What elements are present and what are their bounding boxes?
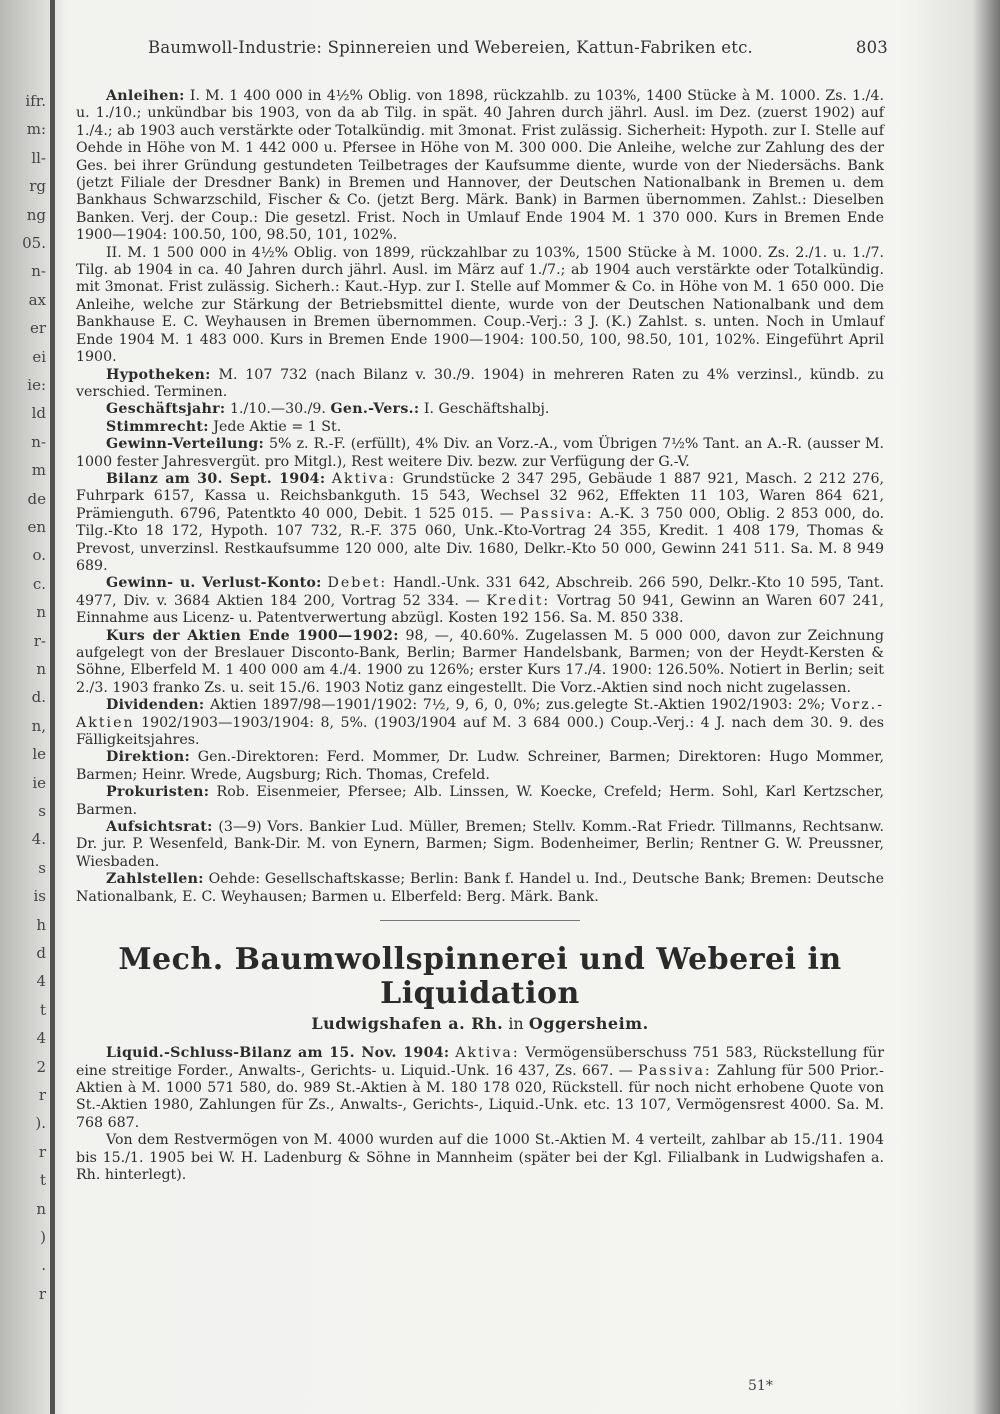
entry-text: A.-K. 3 750 000, Oblig. 2 853 000, do. Tilg.-Kto 18 172, Hypoth. 107 732, R.-F. 375 060, Unk.-Kto-Vortrag 24 355, Kredit. 1 408 179, Thomas & Prevost, unverzinsl. Restkaufsumme 120 000, alte Div. 1680, Delkr.-Kto 50 000, Gewinn 241 511. Sa. M. 8 949 689.	[76, 505, 885, 574]
margin-fragment: n	[36, 660, 46, 678]
margin-fragment: r	[38, 1284, 46, 1303]
entry-label: Gewinn-Verteilung:	[106, 436, 264, 453]
aktiva-word: Aktiva:	[331, 470, 397, 487]
margin-fragment: is	[33, 887, 46, 906]
signature-mark: 51*	[748, 1378, 773, 1394]
entry-label: Liquid.-Schluss-Bilanz am 15. Nov. 1904:	[106, 1045, 450, 1062]
margin-fragment: d	[36, 944, 46, 962]
entry-bilanz	[76, 471, 884, 575]
margin-fragment: ax	[28, 290, 46, 309]
margin-fragment: ng	[26, 205, 46, 224]
binding-shadow	[50, 0, 55, 1414]
entry-text: Von dem Restvermögen von M. 4000 wurden auf die 1000 St.-Aktien M. 4 verteilt, zahlbar ab 15./11. 1904 bis 15./1. 1905 bei W. H. Ladenburg & Söhne in Mannheim (später bei der Kgl. Filialbank in Ludwigshafen a. Rh. hinterlegt).	[76, 1132, 884, 1183]
entry-label: Stimmrecht:	[106, 418, 209, 435]
kredit-word: Kredit:	[486, 592, 551, 609]
margin-fragment: r	[38, 1086, 46, 1104]
running-header	[148, 38, 888, 57]
margin-fragment: le	[32, 745, 46, 764]
entry-label: Prokuristen:	[106, 784, 210, 801]
margin-fragment: ei	[32, 347, 46, 366]
margin-fragment: r-	[33, 631, 46, 650]
entry-text: Rob. Eisenmeier, Pfersee; Alb. Linssen, W. Koecke, Crefeld; Herm. Sohl, Karl Kertzscher, Barmen.	[76, 784, 884, 818]
margin-fragment: n	[36, 603, 46, 622]
entry-zahlstellen	[76, 871, 884, 906]
margin-fragment: t	[39, 1000, 46, 1019]
margin-fragment: m	[31, 461, 46, 480]
entry-text: 5% z. R.-F. (erfüllt), 4% Div. an Vorz.-A., vom Übrigen 7½% Tant. an A.-R. (ausser M. 1000 fester Jahresvergüt. pro Mitgl.), Rest weitere Div. bezw. zur Verfügung der G.-V.	[76, 436, 884, 470]
entry-stimmrecht	[76, 419, 884, 436]
margin-fragment: t	[39, 1171, 46, 1190]
margin-fragment: ).	[35, 1114, 46, 1133]
margin-fragment: s	[38, 858, 46, 877]
margin-fragment: r	[38, 1142, 46, 1161]
aktiva-word: Aktiva:	[455, 1045, 520, 1062]
margin-fragment: ie	[32, 773, 46, 792]
entry-dividenden	[76, 697, 884, 749]
company-title: Mech. Baumwollspinnerei und Weberei in Liquidation	[118, 942, 842, 1012]
entry-text: Aktien 1897/98—1901/1902: 7½, 9, 6, 0, 0%; zus.gelegte St.-Aktien 1902/1903: 2%;	[210, 697, 826, 714]
margin-fragment: .	[41, 1256, 46, 1275]
entry-label: Geschäftsjahr:	[106, 401, 226, 418]
margin-fragment: ie:	[27, 376, 46, 394]
entry-text: I. M. 1 400 000 in 4½% Oblig. von 1898, rückzahlb. zu 103%, 1400 Stücke à M. 1000. Zs. 1./4. u. 1./10.; unkündbar bis 1903, von da ab Tilg. in spät. 40 Jahren durch jährl. Ausl. im Dez. (zuerst 1902) auf 1./4.; ab 1903 auch verstärkte oder Totalkündig. mit 3monat. Frist zulässig. Sicherheit: Hypoth. zur I. Stelle auf Oehde in Höhe von M. 1 442 000 u. Pfersee in Höhe von M. 300 000. Die Anleihe, welche zur Zahlung des der Ges. bei ihrer Gründung gestundeten Teilbetrages der Kaufsumme diente, wurde von der Niedersächs. Bank (jetzt Filiale der Dresdner Bank) in Bremen und Hannover, der Deutschen Nationalbank in Bremen u. dem Bankhaus Schwarzschild, Fischer & Co. (jetzt Berg. Märk. Bank) in Barmen übernommen. Zahlst.: Dieselben Banken. Verj. der Coup.: Die gesetzl. Frist. Noch in Umlauf Ende 1904 M. 1 370 000. Kurs in Bremen Ende 1900—1904: 100.50, 100, 98.50, 101, 102%.	[76, 88, 884, 244]
entry-label: Hypotheken:	[106, 366, 211, 383]
entry-text: Gen.-Direktoren: Ferd. Mommer, Dr. Ludw. Schreiner, Barmen; Direktoren: Hugo Mommer, Barmen; Heinr. Wrede, Augsburg; Rich. Thomas, Crefeld.	[76, 749, 885, 783]
main-text	[76, 88, 884, 1184]
margin-fragment: 4.	[31, 830, 46, 849]
margin-fragment: m:	[26, 120, 46, 139]
margin-fragment: ll-	[31, 148, 46, 167]
entry-text: Handl.-Unk. 331 642, Abschreib. 266 590, Delkr.-Kto 10 595, Tant. 4977, Div. v. 3684 Aktien 184 200, Vortrag 52 334. —	[76, 575, 884, 609]
margin-fragment: o.	[32, 546, 46, 565]
entry-gewinnverteilung	[76, 436, 884, 471]
entry-text: 98, —, 40.60%. Zugelassen M. 5 000 000, davon zur Zeichnung aufgelegt von der Breslauer Disconto-Bank, Berlin; Barmer Handelsbank, Barmen; von der Heydt-Kersten & Söhne, Elberfeld M. 1 400 000 am 4./4. 1900 zu 126%; erster Kurs 17./4. 1900: 126.50%. Notiert in Berlin; seit 2./3. 1903 franko Zs. u. seit 15./6. 1903 Notiz ganz eingestellt. Die Vorz.-Aktien sind noch nicht zugelassen.	[76, 627, 884, 696]
entry-prokuristen	[76, 784, 884, 819]
entry-liquid-bilanz	[76, 1045, 884, 1132]
entry-restvermoegen	[76, 1132, 884, 1184]
margin-fragment: h	[36, 915, 46, 934]
entry-geschaeftsjahr	[76, 401, 884, 418]
entry-anleihen-ii	[76, 245, 884, 367]
margin-fragment: n-	[31, 262, 46, 281]
entry-anleihen	[76, 88, 884, 245]
entry-kurs	[76, 628, 884, 698]
margin-fragment: c.	[32, 574, 46, 593]
entry-text: (3—9) Vors. Bankier Lud. Müller, Bremen; Stellv. Komm.-Rat Friedr. Tillmanns, Rechtsanw. Dr. jur. P. Wesenfeld, Bank-Dir. M. von Eynern, Barmen; Sigm. Bodenheimer, Berlin; Rentner G. W. Preussner, Wiesbaden.	[76, 819, 884, 870]
entry-text: 1902/1903—1903/1904: 8, 5%. (1903/1904 auf M. 3 684 000.) Coup.-Verj.: 4 J. nach dem 30. 9. des Fälligkeitsjahres.	[76, 714, 884, 749]
margin-fragment: ld	[31, 404, 46, 423]
entry-label: Gen.-Vers.:	[330, 401, 420, 418]
debet-word: Debet:	[327, 575, 388, 592]
margin-fragment: )	[40, 1228, 46, 1246]
entry-text: I. Geschäftshalbj.	[423, 401, 550, 418]
margin-fragment: 05.	[22, 234, 46, 252]
entry-label: Dividenden:	[106, 697, 205, 714]
entry-text: 1./10.—30./9.	[230, 401, 326, 418]
entry-text: Grundstücke 2 347 295, Gebäude 1 887 921, Masch. 2 212 276, Fuhrpark 6157, Kassa u. Reichsbankguth. 15 543, Wechsel 32 962, Effekten 11 103, Waren 864 621, Prämienguth. 6796, Patentkto 40 000, Debit. 1 525 015. —	[76, 470, 884, 522]
entry-label: Direktion:	[106, 749, 190, 766]
entry-text: Zahlung für 500 Prior.-Aktien à M. 1000 571 580, do. 989 St.-Aktien à M. 180 178 020, Rückstell. für noch nicht erhobene Quote von St.-Aktien 1980, Zahlungen für Zs., Anwalts-, Gerichts-, Liquid.-Unk. etc. 13 107, Vermögensrest 4000. Sa. M. 768 687.	[76, 1062, 884, 1131]
company-place: Ludwigshafen a. Rh.	[311, 1014, 504, 1034]
margin-fragment: er	[29, 319, 46, 338]
margin-fragment: ifr.	[25, 92, 46, 110]
entry-text: M. 107 732 (nach Bilanz v. 30./9. 1904) in mehreren Raten zu 4% verzinsl., kündb. zu verschied. Terminen.	[76, 366, 884, 400]
passiva-word: Passiva:	[519, 505, 594, 522]
entry-guv	[76, 575, 884, 627]
entry-label: Bilanz am 30. Sept. 1904:	[106, 470, 326, 487]
entry-label: Zahlstellen:	[106, 871, 204, 888]
margin-fragment: n,	[31, 716, 46, 735]
margin-fragment: 4	[36, 972, 46, 991]
entry-label: Kurs der Aktien Ende 1900—1902:	[106, 627, 399, 644]
entry-hypotheken	[76, 367, 884, 402]
entry-text: II. M. 1 500 000 in 4½% Oblig. von 1899, rückzahlbar zu 103%, 1500 Stücke à M. 1000. Zs. 2./1. u. 1./7. Tilg. ab 1904 in ca. 40 Jahren durch jährl. Ausl. im März auf 1./7.; ab 1904 auch verstärkte oder Totalkündig. mit 3monat. Frist zulässig. Sicherh.: Kaut.-Hyp. zur I. Stelle auf Mommer & Co. in Höhe von M. 1 650 000. Die Anleihe, welche zur Stärkung der Betriebsmittel diente, wurde von der Deutschen Nationalbank und dem Bankhause E. C. Weyhausen in Bremen übernommen. Coup.-Verj.: 3 J. (K.) Zahlst. s. unten. Noch in Umlauf Ende 1904 M. 1 483 000. Kurs in Bremen Ende 1900—1904: 100.50, 100, 98.50, 101, 102%. Eingeführt April 1900.	[76, 244, 884, 366]
entry-text: Jede Aktie = 1 St.	[213, 418, 342, 435]
margin-fragment: en	[27, 518, 46, 536]
entry-label: Aufsichtsrat:	[106, 819, 213, 836]
entry-aufsichtsrat	[76, 819, 884, 871]
margin-fragment: rg	[29, 177, 46, 196]
page-edge-shadow	[972, 0, 1000, 1414]
running-title: Baumwoll-Industrie: Spinnereien und Webereien, Kattun-Fabriken etc.	[148, 38, 753, 57]
entry-text: Vermögensüberschuss 751 583, Rückstellung für eine streitige Forder., Anwalts-, Gerichts- u. Liquid.-Unk. 16 437, Zs. 667. —	[76, 1045, 884, 1079]
page-number: 803	[855, 38, 888, 57]
margin-fragment: 4	[36, 1029, 46, 1048]
entry-text: Vortrag 50 941, Gewinn an Waren 607 241, Einnahme aus Licenz- u. Patentverwertung abzügl. Kosten 192 156. Sa. M. 850 338.	[76, 592, 885, 627]
company-seat: Oggersheim.	[528, 1014, 649, 1034]
company-subtitle	[76, 1013, 884, 1035]
company-in: in	[508, 1014, 524, 1034]
section-divider	[380, 920, 580, 921]
margin-fragment: de	[27, 489, 46, 508]
margin-fragment: n-	[31, 432, 46, 451]
margin-fragment: s	[38, 802, 46, 820]
margin-fragment: 2	[36, 1057, 46, 1076]
vorz-aktien-word: Vorz.-Aktien	[76, 697, 884, 731]
margin-fragment: n	[36, 1199, 46, 1218]
entry-text: Oehde: Gesellschaftskasse; Berlin: Bank f. Handel u. Ind., Deutsche Bank; Bremen: Deutsche Nationalbank, E. C. Weyhausen; Barmen u. Elberfeld: Berg. Märk. Bank.	[76, 871, 884, 905]
entry-label: Gewinn- u. Verlust-Konto:	[106, 575, 322, 592]
passiva-word: Passiva:	[637, 1062, 712, 1079]
entry-label: Anleihen:	[106, 88, 185, 104]
entry-direktion	[76, 749, 884, 784]
margin-fragment: d.	[31, 688, 46, 707]
